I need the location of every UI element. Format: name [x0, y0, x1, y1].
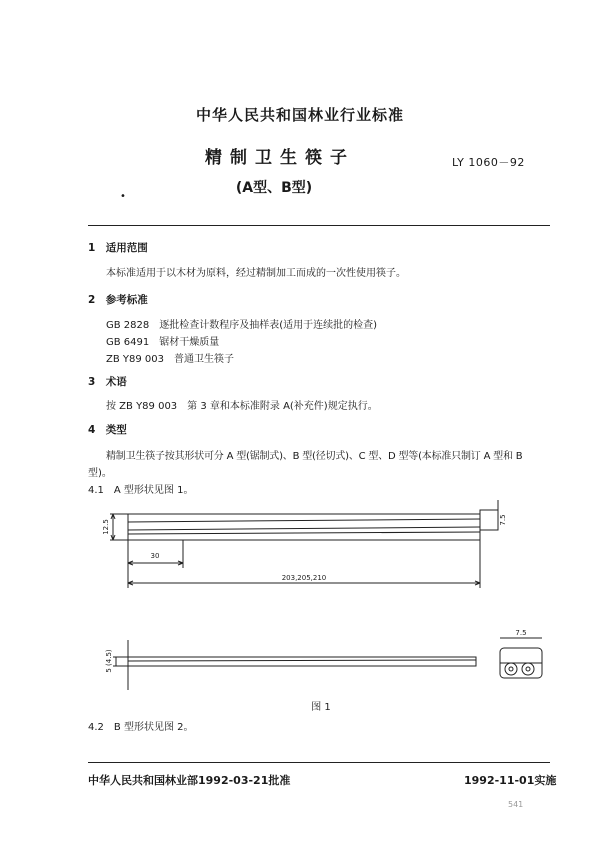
chopstick-split-line-bottom: [128, 532, 480, 534]
reference-gb6491: GB 6491 锯材干燥质量: [106, 337, 220, 348]
dim-end-width-label: 7.5: [499, 514, 507, 526]
section-4-text-line1: 精制卫生筷子按其形状可分 A 型(锯制式)、B 型(径切式)、C 型、D 型等(本标准只制订 A 型和 B: [106, 451, 523, 462]
chopstick-split-line-upper: [128, 519, 480, 522]
chopstick-side-outline: [128, 657, 476, 666]
effective-date: 1992-11-01实施: [464, 774, 557, 787]
doc-subtitle: (A型、B型): [235, 180, 313, 196]
end-section-dot-right: [526, 667, 530, 671]
section-2-heading: 2 参考标准: [88, 294, 148, 306]
chopstick-split-line-lower: [128, 527, 480, 530]
footer-rule: [88, 762, 550, 763]
end-section-circle-right: [522, 663, 534, 675]
section-3-text: 按 ZB Y89 003 第 3 章和本标准附录 A(补充件)规定执行。: [106, 401, 378, 412]
section-4-heading: 4 类型: [88, 424, 127, 436]
dim-end-label: 7.5: [515, 629, 527, 637]
bullet-mark: •: [120, 191, 126, 202]
dim-side-label: 5 (4.5): [105, 649, 113, 673]
end-section-circle-left: [505, 663, 517, 675]
end-section-dot-left: [509, 667, 513, 671]
doc-title: 精制卫生筷子: [205, 148, 355, 168]
reference-gb2828: GB 2828 逐批检查计数程序及抽样表(适用于连续批的检查): [106, 320, 378, 331]
figure-caption: 图 1: [311, 702, 331, 713]
clause-4-2: 4.2 B 型形状见图 2。: [88, 722, 194, 733]
dim-30-label: 30: [150, 552, 160, 560]
chopstick-side-centerline: [128, 660, 476, 661]
section-3-heading: 3 术语: [88, 376, 127, 388]
chopstick-end-box: [480, 510, 498, 530]
section-1-heading: 1 适用范围: [88, 242, 148, 254]
reference-zby89003: ZB Y89 003 普通卫生筷子: [106, 354, 234, 365]
org-title: 中华人民共和国林业行业标准: [195, 106, 404, 124]
dim-height-label: 12.5: [102, 519, 110, 535]
page-number: 541: [508, 800, 524, 809]
dim-length-label: 203,205,210: [281, 574, 327, 582]
doc-code: LY 1060－92: [452, 156, 525, 169]
section-1-text: 本标准适用于以木材为原料，经过精制加工而成的一次性使用筷子。: [106, 268, 406, 279]
issued-by: 中华人民共和国林业部1992-03-21批准: [88, 774, 291, 787]
section-4-text-line2: 型)。: [88, 468, 112, 479]
clause-4-1: 4.1 A 型形状见图 1。: [88, 485, 194, 496]
